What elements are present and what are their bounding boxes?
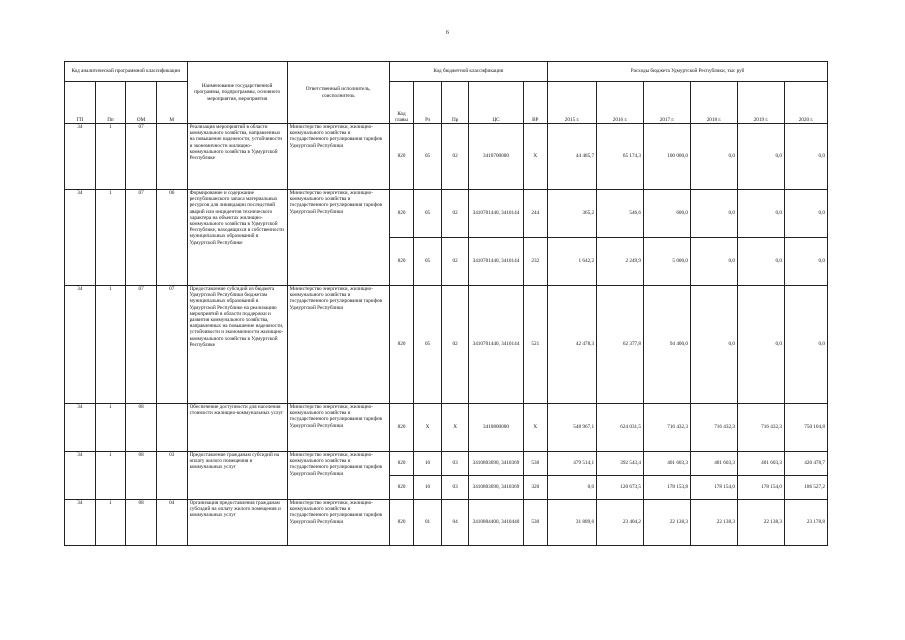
- cell-2015: 31 889,6: [548, 500, 597, 546]
- header-responsible: Ответственный исполнитель, соисполнитель: [287, 62, 389, 124]
- cell-2017: 22 138,3: [644, 500, 691, 546]
- cell-pp: 1: [95, 404, 126, 452]
- cell-cs: 3410701440, 3410144: [469, 190, 523, 238]
- table-row: [65, 124, 828, 190]
- cell-2017: 178 153,8: [644, 476, 691, 500]
- cell-grbs: 820: [389, 476, 414, 500]
- cell-m: 06: [156, 190, 187, 286]
- cell-2016: 120 673,5: [597, 476, 644, 500]
- header-grbs: Код главы: [389, 82, 414, 124]
- cell-rz: 05: [414, 124, 442, 190]
- header-2015: 2015 г.: [548, 82, 597, 124]
- header-cs: ЦС: [469, 82, 523, 124]
- table-row: [65, 404, 828, 452]
- cell-pr: 03: [441, 476, 469, 500]
- cell-cs: 3410803690, 3410369: [469, 452, 523, 476]
- table-row: [65, 286, 828, 404]
- cell-2018: 0,0: [690, 124, 737, 190]
- table-row: [65, 500, 828, 546]
- cell-2015: 44 485,7: [548, 124, 597, 190]
- cell-pp: 1: [95, 452, 126, 500]
- cell-cs: 3410800000: [469, 404, 523, 452]
- cell-cs: 3410700000: [469, 124, 523, 190]
- cell-2015: 0,0: [548, 476, 597, 500]
- cell-2018: 22 138,3: [690, 500, 737, 546]
- cell-2020: 186 527,2: [784, 476, 827, 500]
- cell-vr: 320: [523, 476, 548, 500]
- cell-2016: 546,6: [597, 190, 644, 238]
- cell-m: 04: [156, 500, 187, 546]
- cell-pr: 03: [441, 452, 469, 476]
- cell-vr: 530: [523, 500, 548, 546]
- cell-2020: 23 178,8: [784, 500, 827, 546]
- cell-2016: 624 031,5: [597, 404, 644, 452]
- header-2020: 2020 г.: [784, 82, 827, 124]
- cell-2015: 548 967,1: [548, 404, 597, 452]
- cell-responsible: Министерство энергетики, жилищно-коммунального хозяйства и государственного регулирования тарифов Удмуртской Республики: [287, 404, 389, 452]
- cell-pp: 1: [95, 190, 126, 286]
- cell-2020: 0,0: [784, 190, 827, 238]
- cell-name: Предоставление гражданам субсидий на оплату жилого помещения и коммунальных услуг: [187, 452, 287, 500]
- cell-om: 08: [126, 500, 157, 546]
- header-expenses: Расходы бюджета Удмуртской Республики, тыс руб: [548, 62, 828, 82]
- cell-2019: 0,0: [737, 238, 784, 286]
- cell-2015: 42 478,3: [548, 286, 597, 404]
- cell-gp: 34: [65, 124, 96, 190]
- cell-gp: 34: [65, 286, 96, 404]
- header-2016: 2016 г.: [597, 82, 644, 124]
- cell-gp: 34: [65, 404, 96, 452]
- cell-grbs: 820: [389, 190, 414, 238]
- cell-2019: 401 603,3: [737, 452, 784, 476]
- cell-vr: 232: [523, 238, 548, 286]
- cell-vr: 530: [523, 452, 548, 476]
- header-rz: Рз: [414, 82, 442, 124]
- cell-pp: 1: [95, 286, 126, 404]
- cell-2018: 716 432,3: [690, 404, 737, 452]
- table-row: [65, 190, 828, 238]
- cell-pr: 02: [441, 238, 469, 286]
- cell-name: Предоставление субсидий из бюджета Удмуртской Республики бюджетам муниципальных образований в Удмуртской Республике на реализацию мероприятий в области поддержки и развития коммунального хозяйства, направленных на повышение надежности, устойчивости и экономичности жилищно-коммунального хозяйства в Удмуртской Республике: [187, 286, 287, 404]
- cell-2017: 600,0: [644, 190, 691, 238]
- cell-responsible: Министерство энергетики, жилищно-коммунального хозяйства и государственного регулирования тарифов Удмуртской Республики: [287, 452, 389, 500]
- header-2018: 2018 г.: [690, 82, 737, 124]
- table-row: [65, 452, 828, 476]
- cell-2020: 750 104,8: [784, 404, 827, 452]
- cell-2016: 392 543,4: [597, 452, 644, 476]
- cell-pr: 04: [441, 500, 469, 546]
- cell-rz: 10: [414, 452, 442, 476]
- cell-grbs: 820: [389, 452, 414, 476]
- cell-2015: 365,2: [548, 190, 597, 238]
- cell-responsible: Министерство энергетики, жилищно-коммунального хозяйства и государственного регулирования тарифов Удмуртской Республики: [287, 124, 389, 190]
- cell-2018: 0,0: [690, 238, 737, 286]
- header-gp: ГП: [65, 82, 96, 124]
- cell-name: Формирование и содержание республиканского запаса материальных ресурсов для ликвидации последствий аварий или инцидентов технического характера на объектах жилищно-коммунального хозяйства в Удмуртской Республике, находящихся в собственности муниципальных образований в Удмуртской Республике: [187, 190, 287, 286]
- cell-2017: 94 400,0: [644, 286, 691, 404]
- cell-rz: 05: [414, 286, 442, 404]
- cell-grbs: 820: [389, 500, 414, 546]
- cell-cs: 3410701440, 3410144: [469, 238, 523, 286]
- cell-2019: 716 432,3: [737, 404, 784, 452]
- cell-grbs: 820: [389, 238, 414, 286]
- cell-2017: 5 000,0: [644, 238, 691, 286]
- cell-pr: 02: [441, 286, 469, 404]
- cell-m: 07: [156, 286, 187, 404]
- cell-responsible: Министерство энергетики, жилищно-коммунального хозяйства и государственного регулирования тарифов Удмуртской Республики: [287, 500, 389, 546]
- cell-2017: 401 603,3: [644, 452, 691, 476]
- header-name: Наименование государственной программы, подпрограммы, основного мероприятия, мероприятия: [187, 62, 287, 124]
- cell-om: 07: [126, 286, 157, 404]
- cell-2018: 0,0: [690, 286, 737, 404]
- cell-vr: Х: [523, 124, 548, 190]
- cell-2016: 65 174,3: [597, 124, 644, 190]
- cell-rz: Х: [414, 404, 442, 452]
- cell-responsible: Министерство энергетики, жилищно-коммунального хозяйства и государственного регулирования тарифов Удмуртской Республики: [287, 190, 389, 286]
- cell-m: [156, 124, 187, 190]
- cell-2019: 0,0: [737, 124, 784, 190]
- cell-2019: 178 154,0: [737, 476, 784, 500]
- cell-2018: 178 154,0: [690, 476, 737, 500]
- budget-table: [64, 61, 828, 546]
- cell-2017: 100 000,0: [644, 124, 691, 190]
- cell-vr: Х: [523, 404, 548, 452]
- header-budget-code: Код бюджетной классификации: [389, 62, 547, 82]
- header-pp: Пп: [95, 82, 126, 124]
- cell-2019: 0,0: [737, 286, 784, 404]
- cell-2018: 401 603,3: [690, 452, 737, 476]
- cell-om: 07: [126, 124, 157, 190]
- cell-name: Организация предоставления гражданам субсидий на оплату жилого помещения и коммунальных услуг: [187, 500, 287, 546]
- cell-gp: 34: [65, 190, 96, 286]
- cell-rz: 05: [414, 190, 442, 238]
- cell-om: 07: [126, 190, 157, 286]
- cell-2020: 420 478,7: [784, 452, 827, 476]
- cell-m: 03: [156, 452, 187, 500]
- cell-pr: 02: [441, 124, 469, 190]
- cell-2020: 0,0: [784, 238, 827, 286]
- cell-gp: 34: [65, 500, 96, 546]
- cell-rz: 05: [414, 238, 442, 286]
- cell-2015: 479 514,1: [548, 452, 597, 476]
- cell-gp: 34: [65, 452, 96, 500]
- cell-m: [156, 404, 187, 452]
- cell-2019: 0,0: [737, 190, 784, 238]
- cell-grbs: 820: [389, 404, 414, 452]
- cell-grbs: 820: [389, 124, 414, 190]
- cell-2019: 22 138,3: [737, 500, 784, 546]
- page-number: 6: [446, 30, 449, 36]
- cell-2020: 0,0: [784, 124, 827, 190]
- header-m: М: [156, 82, 187, 124]
- cell-cs: 3410803690, 3410369: [469, 476, 523, 500]
- cell-2016: 62 377,8: [597, 286, 644, 404]
- cell-vr: 244: [523, 190, 548, 238]
- cell-2016: 2 249,9: [597, 238, 644, 286]
- cell-vr: 521: [523, 286, 548, 404]
- cell-om: 08: [126, 452, 157, 500]
- cell-pr: Х: [441, 404, 469, 452]
- header-2019: 2019 г.: [737, 82, 784, 124]
- cell-2016: 23 404,2: [597, 500, 644, 546]
- header-program-code: Код аналитической программной классификации: [65, 62, 188, 82]
- cell-rz: 10: [414, 476, 442, 500]
- header-om: ОМ: [126, 82, 157, 124]
- header-vr: ВР: [523, 82, 548, 124]
- cell-2015: 1 642,2: [548, 238, 597, 286]
- header-pr: Пр: [441, 82, 469, 124]
- cell-om: 08: [126, 404, 157, 452]
- cell-rz: 01: [414, 500, 442, 546]
- cell-name: Обеспечение доступности для населения стоимости жилищно-коммунальных услуг: [187, 404, 287, 452]
- cell-pp: 1: [95, 500, 126, 546]
- cell-pr: 02: [441, 190, 469, 238]
- cell-name: Реализация мероприятий в области коммунального хозяйства, направленных на повышение надежности, устойчивости и экономичности жилищно-коммунального хозяйства в Удмуртской Республике: [187, 124, 287, 190]
- cell-cs: 3410701440, 3410144: [469, 286, 523, 404]
- cell-cs: 3410804400, 3410440: [469, 500, 523, 546]
- cell-2018: 0,0: [690, 190, 737, 238]
- cell-2020: 0,0: [784, 286, 827, 404]
- header-2017: 2017 г.: [644, 82, 691, 124]
- cell-2017: 716 432,3: [644, 404, 691, 452]
- cell-grbs: 820: [389, 286, 414, 404]
- cell-pp: 1: [95, 124, 126, 190]
- cell-responsible: Министерство энергетики, жилищно-коммунального хозяйства и государственного регулирования тарифов Удмуртской Республики: [287, 286, 389, 404]
